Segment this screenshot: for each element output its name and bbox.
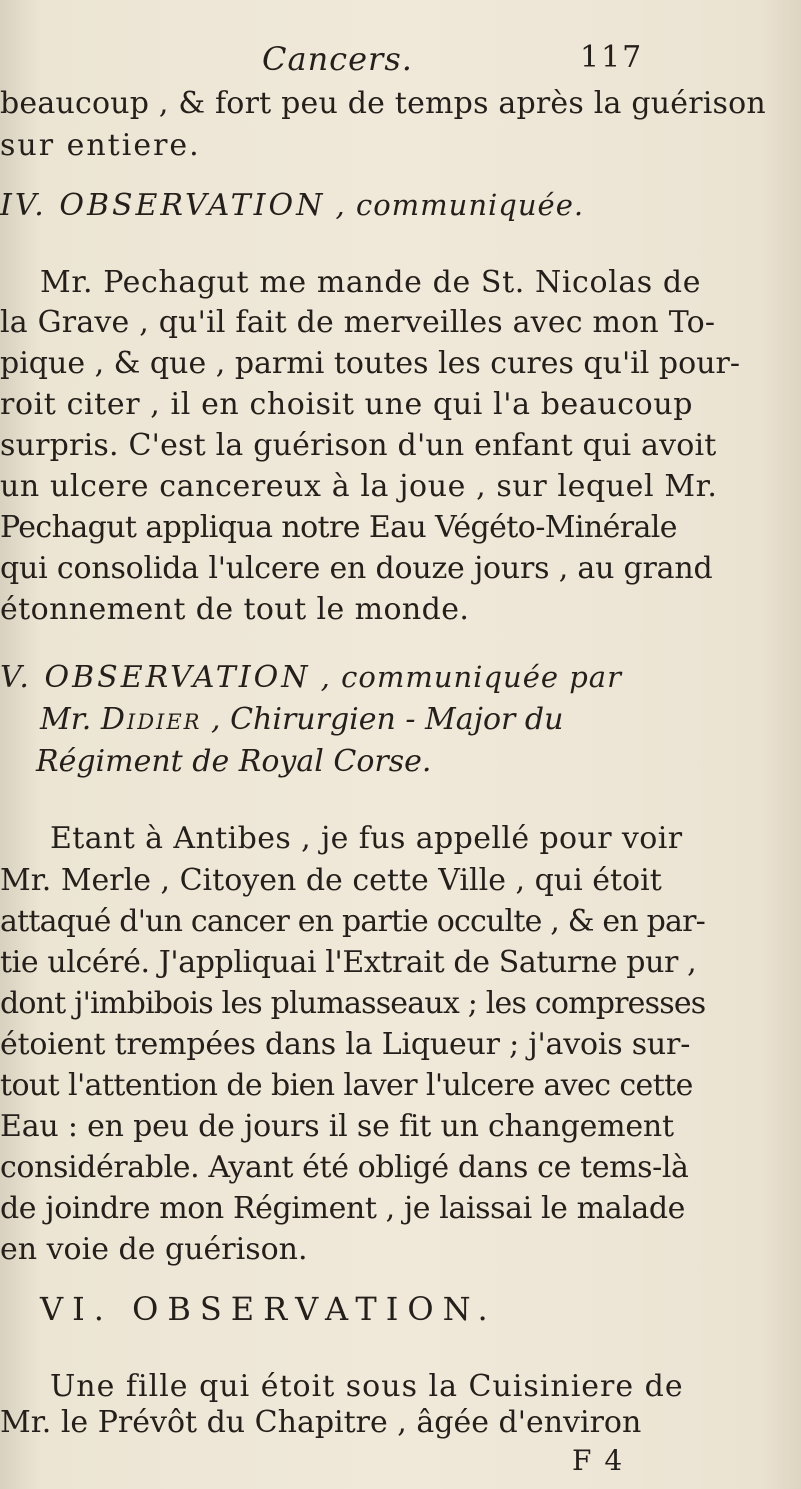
observation-5-heading: [0, 660, 622, 695]
observation-5-author-line: [40, 702, 563, 737]
obs5-line-2: Mr. Merle , Citoyen de cette Ville , qui étoit: [0, 863, 662, 898]
obs4-line-3: pique , & que , parmi toutes les cures qu'il pour-: [0, 346, 740, 381]
obs5-line-4: tie ulcéré. J'appliquai l'Extrait de Saturne pur ,: [0, 945, 697, 980]
observation-4-subtitle: , communiquée.: [325, 188, 585, 222]
signature-mark: F 4: [572, 1444, 625, 1477]
author-prefix: Mr.: [40, 702, 101, 737]
intro-line-2: sur entiere.: [0, 128, 201, 163]
obs6-line-1: Une fille qui étoit sous la Cuisiniere de: [50, 1369, 684, 1404]
obs4-line-8: qui consolida l'ulcere en douze jours , au grand: [0, 551, 713, 586]
page-number: 117: [580, 40, 644, 75]
observation-5-number: V.: [0, 660, 45, 695]
intro-line-1: beaucoup , & fort peu de temps après la guérison: [0, 86, 766, 121]
obs4-line-6: un ulcere cancereux à la joue , sur lequel Mr.: [0, 469, 718, 504]
obs5-line-5: dont j'imbibois les plumasseaux ; les compresses: [0, 986, 706, 1021]
obs5-line-11: en voie de guérison.: [0, 1232, 308, 1267]
obs5-line-8: Eau : en peu de jours il se fit un changement: [0, 1109, 674, 1144]
observation-5-title: OBSERVATION: [44, 660, 311, 695]
obs4-line-4: roit citer , il en choisit une qui l'a beaucoup: [0, 387, 694, 422]
observation-5-subtitle: , communiquée par: [310, 660, 622, 694]
observation-6-heading: VI. OBSERVATION.: [40, 1290, 497, 1328]
observation-5-regiment-line: Régiment de Royal Corse.: [36, 744, 432, 779]
obs4-line-2: la Grave , qu'il fait de merveilles avec mon To-: [0, 305, 716, 340]
obs5-line-6: étoient trempées dans la Liqueur ; j'avois sur-: [0, 1027, 691, 1062]
running-header-title: Cancers.: [262, 40, 413, 78]
obs6-line-2: Mr. le Prévôt du Chapitre , âgée d'environ: [0, 1405, 642, 1440]
obs5-line-9: considérable. Ayant été obligé dans ce tems-là: [0, 1150, 689, 1185]
observation-4-title: OBSERVATION: [59, 188, 326, 223]
obs5-line-10: de joindre mon Régiment , je laissai le malade: [0, 1191, 686, 1226]
observation-4-number: IV.: [0, 188, 60, 223]
author-name: Didier: [100, 702, 202, 737]
obs5-line-1: Etant à Antibes , je fus appellé pour voir: [50, 821, 683, 856]
author-title: , Chirurgien - Major du: [201, 702, 564, 737]
obs5-line-3: attaqué d'un cancer en partie occulte , & en par-: [0, 904, 705, 939]
obs4-line-7: Pechagut appliqua notre Eau Végéto-Minérale: [0, 510, 677, 545]
observation-4-heading: [0, 188, 584, 223]
obs4-line-5: surpris. C'est la guérison d'un enfant qui avoit: [0, 428, 717, 463]
obs4-line-1: Mr. Pechagut me mande de St. Nicolas de: [40, 265, 702, 300]
obs4-line-9: étonnement de tout le monde.: [0, 592, 470, 627]
obs5-line-7: tout l'attention de bien laver l'ulcere avec cette: [0, 1068, 693, 1103]
